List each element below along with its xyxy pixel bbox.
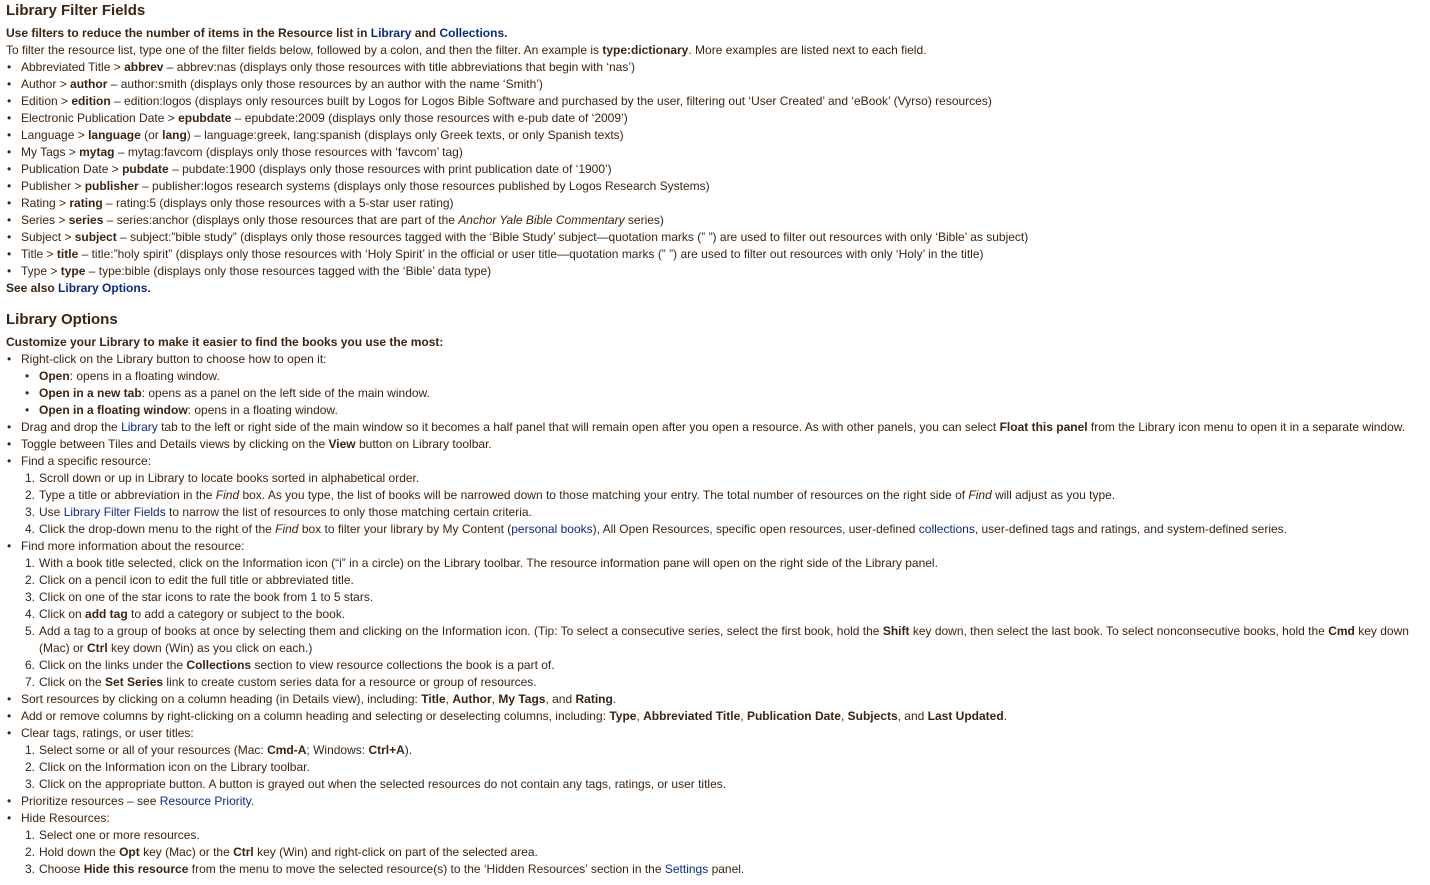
info-step: 7. Click on the Set Series link to create custom series data for a resource or group of resources. (25, 675, 537, 689)
filter-item-title: • Title > title – title:”holy spirit” (displays only those resources with ‘Holy Spirit’ in the official or user title—quotation marks (” ”) are used to filter out resources with only ‘Holy’ in the title) (6, 246, 1424, 263)
more-info-steps (21, 555, 1424, 691)
open-options-list (21, 368, 1424, 419)
option-prioritize: • Prioritize resources – see Resource Priority. (6, 793, 1424, 810)
resource-priority-link[interactable]: Resource Priority (159, 794, 251, 808)
find-step: 4. Click the drop-down menu to the right of the Find box to filter your library by My Content (personal books), All Open Resources, specific open resources, user-defined collections, user-defined tags and ratings, and system-defined series. (25, 522, 1287, 536)
filter-item-edition: • Edition > edition – edition:logos (displays only resources built by Logos for Logos Bible Software and purchased by the user, filtering out ‘User Created’ and ‘eBook’ (Vyrso) resources) (6, 93, 1424, 110)
info-step: 1. With a book title selected, click on the Information icon (“i” in a circle) on the Library toolbar. The resource information pane will open on the right side of the Library panel. (25, 556, 938, 570)
info-step: 3. Click on one of the star icons to rate the book from 1 to 5 stars. (25, 590, 374, 604)
open-option: • Open in a floating window: opens in a floating window. (21, 402, 1424, 419)
info-step: 4. Click on add tag to add a category or subject to the book. (25, 607, 346, 621)
hide-steps (21, 827, 1424, 878)
filter-item-abbrev: • Abbreviated Title > abbrev – abbrev:nas (displays only those resources with title abbreviations that begin with ‘nas’) (6, 59, 1424, 76)
option-more-info: • Find more information about the resource: 1. With a book title selected, click on the Information icon (“i” in a circle) on the Library toolbar. The resource information pane will open on the right side of the Library panel. 2. Click on a pencil icon to edit the full title or abbreviated title. 3. Click on one of the star icons to rate the book from 1 to 5 stars. 4. Click on add tag to add a category or subject to the book. 5. Add a tag to a group of books at once by selecting them and clicking on the Information icon. (Tip: To select a consecutive series, select the first book, hold the Shift key down, then select the last book. To select nonconsecutive books, hold the Cmd key down (Mac) or Ctrl key down (Win) as you click on each.) 6. Click on the links under the Collections section to view resource collections the book is a part of. 7. Click on the Set Series link to create custom series data for a resource or group of resources. (6, 538, 1424, 691)
library-link[interactable]: Library (370, 26, 412, 40)
library-tab-link[interactable]: Library (121, 420, 158, 434)
filter-item-pubdate: • Publication Date > pubdate – pubdate:1900 (displays only those resources with print publication date of ‘1900’) (6, 161, 1424, 178)
find-step: 3. Use Library Filter Fields to narrow the list of resources to only those matching certain criteria. (25, 505, 532, 519)
clear-step: 3. Click on the appropriate button. A button is grayed out when the selected resources do not contain any tags, ratings, or user titles. (25, 777, 727, 791)
filter-example (6, 42, 1424, 59)
options-lead: Customize your Library to make it easier to find the books you use the most: (6, 335, 444, 349)
library-options-link[interactable]: Library Options (58, 281, 148, 295)
filter-item-publisher: • Publisher > publisher – publisher:logos research systems (displays only those resources published by Logos Research Systems) (6, 178, 1424, 195)
filter-intro-and: and (411, 26, 440, 40)
library-options-heading: Library Options (6, 311, 118, 328)
personal-books-link[interactable]: personal books (511, 522, 593, 536)
filter-item-epubdate: • Electronic Publication Date > epubdate – epubdate:2009 (displays only those resources with e-pub date of ‘2009’) (6, 110, 1424, 127)
options-list (6, 351, 1424, 878)
filter-item-type: • Type > type – type:bible (displays only those resources tagged with the ‘Bible’ data type) (6, 263, 1424, 280)
filter-example-text: To filter the resource list, type one of the filter fields below, followed by a colon, and then the filter. An example is (6, 43, 603, 57)
hide-step: 1. Select one or more resources. (25, 828, 200, 842)
see-also: See also Library Options. (6, 281, 151, 295)
hide-step: 2. Hold down the Opt key (Mac) or the Ctrl key (Win) and right-click on part of the selected area. (25, 845, 538, 859)
option-hide: • Hide Resources: 1. Select one or more resources. 2. Hold down the Opt key (Mac) or the Ctrl key (Win) and right-click on part of the selected area. 3. Choose Hide this resource from the menu to move the selected resource(s) to the ‘Hidden Resources’ section in the Settings panel. (6, 810, 1424, 878)
filter-item-language: • Language > language (or lang) – language:greek, lang:spanish (displays only Greek texts, or only Spanish texts) (6, 127, 1424, 144)
option-find-resource: • Find a specific resource: 1. Scroll down or up in Library to locate books sorted in alphabetical order. 2. Type a title or abbreviation in the Find box. As you type, the list of books will be narrowed down to those matching your entry. The total number of resources on the right side of Find will adjust as you type. 3. Use Library Filter Fields to narrow the list of resources to only those matching certain criteria. 4. Click the drop-down menu to the right of the Find box to filter your library by My Content (personal books), All Open Resources, specific open resources, user-defined collections, user-defined tags and ratings, and system-defined series. (6, 453, 1424, 538)
filter-example-suffix: . More examples are listed next to each field. (688, 43, 927, 57)
option-drag-drop: • Drag and drop the Library tab to the left or right side of the main window so it becomes a half panel that will remain open after you open a resource. As with other panels, you can select Float this panel from the Library icon menu to open it in a separate window. (6, 419, 1424, 436)
open-option: • Open: opens in a floating window. (21, 368, 1424, 385)
option-columns: • Add or remove columns by right-clicking on a column heading and selecting or deselecting columns, including: Type, Abbreviated Title, Publication Date, Subjects, and Last Updated. (6, 708, 1424, 725)
info-step: 5. Add a tag to a group of books at once by selecting them and clicking on the Information icon. (Tip: To select a consecutive series, select the first book, hold the Shift key down, then select the last book. To select nonconsecutive books, hold the Cmd key down (Mac) or Ctrl key down (Win) as you click on each.) (25, 624, 1409, 655)
filter-item-rating: • Rating > rating – rating:5 (displays only those resources with a 5-star user rating) (6, 195, 1424, 212)
option-clear: • Clear tags, ratings, or user titles: 1. Select some or all of your resources (Mac: Cmd-A; Windows: Ctrl+A). 2. Click on the Information icon on the Library toolbar. 3. Click on the appropriate button. A button is grayed out when the selected resources do not contain any tags, ratings, or user titles. (6, 725, 1424, 793)
filter-item-subject: • Subject > subject – subject:”bible study” (displays only those resources tagged with the ‘Bible Study’ subject—quotation marks (” ”) are used to filter out resources with only ‘Bible’ as subject) (6, 229, 1424, 246)
library-filter-fields-link[interactable]: Library Filter Fields (63, 505, 166, 519)
filter-intro-text: Use filters to reduce the number of items in the Resource list in (6, 26, 371, 40)
clear-step: 1. Select some or all of your resources (Mac: Cmd-A; Windows: Ctrl+A). (25, 743, 413, 757)
filter-item-series: • Series > series – series:anchor (displays only those resources that are part of the Anchor Yale Bible Commentary series) (6, 212, 1424, 229)
filter-list (6, 59, 1424, 280)
filter-intro-end: . (504, 26, 508, 40)
collections-link[interactable]: Collections (439, 26, 505, 40)
open-option: • Open in a new tab: opens as a panel on the left side of the main window. (21, 385, 1424, 402)
settings-link[interactable]: Settings (664, 862, 709, 876)
filter-intro (6, 25, 1424, 42)
filter-item-mytag: • My Tags > mytag – mytag:favcom (displays only those resources with ‘favcom’ tag) (6, 144, 1424, 161)
filter-example-code: type:dictionary (602, 43, 689, 57)
option-sort: • Sort resources by clicking on a column heading (in Details view), including: Title, Author, My Tags, and Rating. (6, 691, 1424, 708)
find-steps (21, 470, 1424, 538)
clear-step: 2. Click on the Information icon on the Library toolbar. (25, 760, 310, 774)
option-right-click: • Right-click on the Library button to choose how to open it: • Open: opens in a floating window. • Open in a new tab: opens as a panel on the left side of the main window. • Open in a floating window: opens in a floating window. (6, 351, 1424, 419)
collections-link-2[interactable]: collections (918, 522, 975, 536)
info-step: 6. Click on the links under the Collections section to view resource collections the book is a part of. (25, 658, 555, 672)
hide-step: 3. Choose Hide this resource from the menu to move the selected resource(s) to the ‘Hidden Resources’ section in the Settings panel. (25, 862, 745, 876)
filter-fields-heading: Library Filter Fields (6, 2, 146, 19)
clear-steps (21, 742, 1424, 793)
find-step: 2. Type a title or abbreviation in the Find box. As you type, the list of books will be narrowed down to those matching your entry. The total number of resources on the right side of Find will adjust as you type. (25, 488, 1116, 502)
find-step: 1. Scroll down or up in Library to locate books sorted in alphabetical order. (25, 471, 420, 485)
info-step: 2. Click on a pencil icon to edit the full title or abbreviated title. (25, 573, 354, 587)
option-toggle-view: • Toggle between Tiles and Details views by clicking on the View button on Library toolbar. (6, 436, 1424, 453)
filter-item-author: • Author > author – author:smith (displays only those resources by an author with the name ‘Smith’) (6, 76, 1424, 93)
